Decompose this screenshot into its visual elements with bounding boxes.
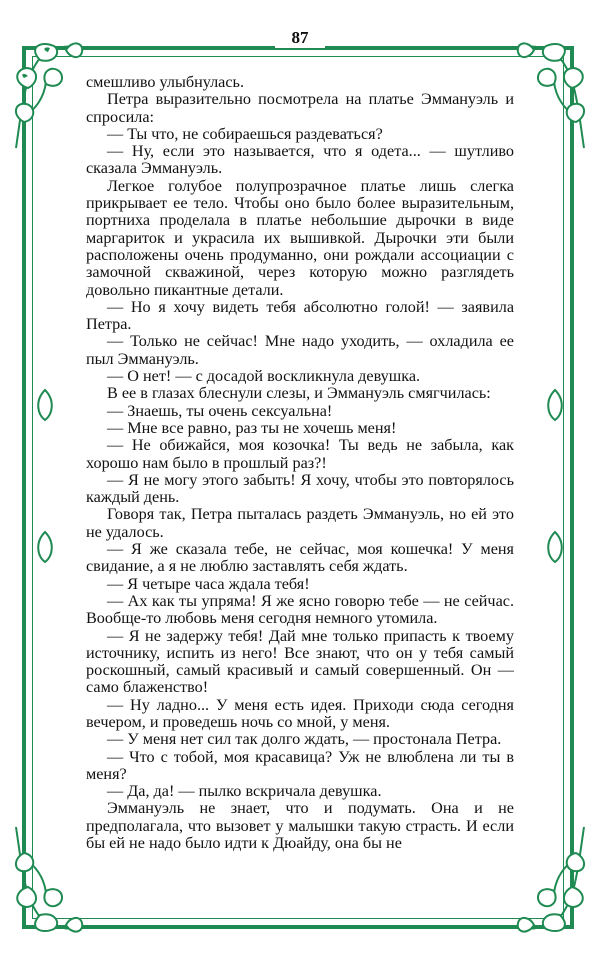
side-ornament-right-lower — [543, 530, 567, 564]
corner-ornament-bottom-right — [512, 817, 590, 937]
paragraph: — Я четыре часа ждала тебя! — [107, 574, 310, 593]
paragraph: — Я же сказала тебе, не сейчас, моя кошечка! У меня свидание, а я не люблю заставлять себя ждать. — [86, 540, 514, 576]
paragraph: — Ах как ты упряма! Я же ясно говорю тебе — не сейчас. Вообще-то любовь меня сегодня немного утомила. — [86, 591, 514, 628]
paragraph: — Мне все равно, раз ты не хочешь меня! — [107, 418, 397, 437]
page-number: 87 — [275, 28, 325, 48]
side-ornament-left-lower — [33, 530, 57, 564]
paragraph: смешливо улыбнулась. — [86, 73, 244, 91]
paragraph: — У меня нет сил так долго ждать, — простонала Петра. — [107, 730, 502, 749]
paragraph: Эммануэль не знает, что и подумать. Она и не предполагала, что вызовет у малышки такую страсть. И если бы ей не надо было идти к Дюайду, она бы не — [86, 799, 514, 853]
paragraph: — Но я хочу видеть тебя абсолютно голой! — заявила Петра. — [86, 297, 514, 334]
paragraph: — Я не могу этого забыть! Я хочу, чтобы это повторялось каждый день. — [86, 470, 514, 507]
paragraph: — Знаешь, ты очень сексуальна! — [107, 401, 333, 420]
paragraph: — Я не задержу тебя! Дай мне только припасть к твоему источнику, испить из него! Все знают, что он у тебя самый роскошный, самый красивый и самый совершенный. Он — само блаженство! — [86, 626, 514, 697]
paragraph: В ее в глазах блеснули слезы, и Эммануэль смягчилась: — [107, 384, 491, 403]
paragraph: — Только не сейчас! Мне надо уходить, — охладила ее пыл Эммануэль. — [86, 332, 514, 368]
paragraph: — Не обижайся, моя козочка! Ты ведь не забыла, как хорошо нам было в прошлый раз?! — [86, 436, 514, 472]
paragraph: — Да, да! — пылко вскричала девушка. — [107, 782, 382, 801]
side-ornament-right-upper — [543, 388, 567, 422]
corner-ornament-top-right — [512, 38, 590, 158]
body-text — [86, 74, 514, 852]
paragraph: — Ты что, не собираешься раздеваться? — [107, 124, 383, 143]
paragraph: — О нет! — с досадой воскликнула девушка. — [107, 367, 421, 386]
corner-ornament-bottom-left — [10, 817, 88, 937]
side-ornament-left-upper — [33, 388, 57, 422]
paragraph: Петра выразительно посмотрела на платье Эммануэль и спросила: — [86, 90, 514, 126]
corner-ornament-top-left — [10, 38, 88, 158]
paragraph: — Ну, если это называется, что я одета... — шутливо сказала Эммануэль. — [86, 142, 514, 178]
paragraph: — Что с тобой, моя красавица? Уж не влюблена ли ты в меня? — [86, 747, 514, 783]
paragraph: Говоря так, Петра пыталась раздеть Эммануэль, но ей это не удалось. — [86, 505, 514, 541]
paragraph: — Ну ладно... У меня есть идея. Приходи сюда сегодня вечером, и проведешь ночь со мной, у меня. — [86, 695, 514, 731]
paragraph: Легкое голубое полупрозрачное платье лишь слегка прикрывает ее тело. Чтобы оно было более выразительным, портниха проделала в платье небольшие дырочки в виде маргариток и украсила их вышивкой. Дырочки эти были расположены очень продуманно, они рождали ассоциации с замочной скважиной, через которую можно разглядеть довольно пикантные детали. — [86, 176, 514, 299]
